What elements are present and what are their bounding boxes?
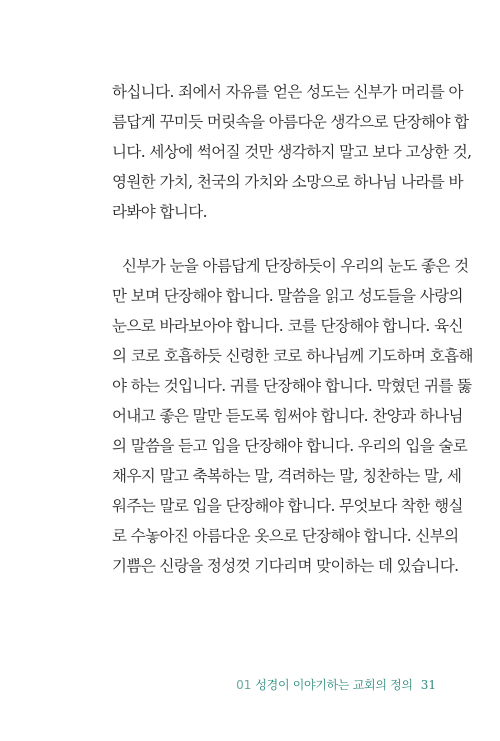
paragraph-line: 신부가 눈을 아름답게 단장하듯이 우리의 눈도 좋은 것 bbox=[122, 257, 469, 275]
paragraph-2 bbox=[112, 251, 473, 581]
chapter-number: 01 bbox=[236, 678, 252, 692]
chapter-title: 성경이 이야기하는 교회의 정의 bbox=[255, 678, 413, 692]
page-footer bbox=[0, 677, 436, 693]
paragraph-line: 만 보며 단장해야 합니다. 말씀을 읽고 성도들을 사랑의 bbox=[112, 287, 463, 305]
paragraph-line: 름답게 꾸미듯 머릿속을 아름다운 생각으로 단장해야 합 bbox=[112, 113, 469, 131]
paragraph-line: 로 수놓아진 아름다운 옷으로 단장해야 합니다. 신부의 bbox=[112, 527, 459, 545]
paragraph-line: 의 코로 호흡하듯 신령한 코로 하나님께 기도하며 호흡해 bbox=[112, 347, 473, 365]
paragraph-line: 영원한 가치, 천국의 가치와 소망으로 하나님 나라를 바 bbox=[112, 173, 463, 191]
paragraph-line: 라봐야 합니다. bbox=[112, 203, 207, 221]
paragraph-line: 야 하는 것입니다. 귀를 단장해야 합니다. 막혔던 귀를 뚫 bbox=[112, 377, 472, 395]
paragraph-line: 어내고 좋은 말만 듣도록 힘써야 합니다. 찬양과 하나님 bbox=[112, 407, 463, 425]
paragraph-line: 의 말씀을 듣고 입을 단장해야 합니다. 우리의 입을 술로 bbox=[112, 437, 468, 455]
page-number: 31 bbox=[420, 678, 436, 692]
paragraph-line: 니다. 세상에 썩어질 것만 생각하지 말고 보다 고상한 것, bbox=[112, 143, 472, 161]
paragraph-1 bbox=[112, 77, 472, 227]
paragraph-line: 기쁨은 신랑을 정성껏 기다리며 맞이하는 데 있습니다. bbox=[112, 557, 459, 575]
paragraph-line: 하십니다. 죄에서 자유를 얻은 성도는 신부가 머리를 아 bbox=[112, 83, 463, 101]
paragraph-line: 눈으로 바라보아야 합니다. 코를 단장해야 합니다. 육신 bbox=[112, 317, 463, 335]
paragraph-line: 워주는 말로 입을 단장해야 합니다. 무엇보다 착한 행실 bbox=[112, 497, 463, 515]
paragraph-line: 채우지 말고 축복하는 말, 격려하는 말, 칭찬하는 말, 세 bbox=[112, 467, 462, 485]
